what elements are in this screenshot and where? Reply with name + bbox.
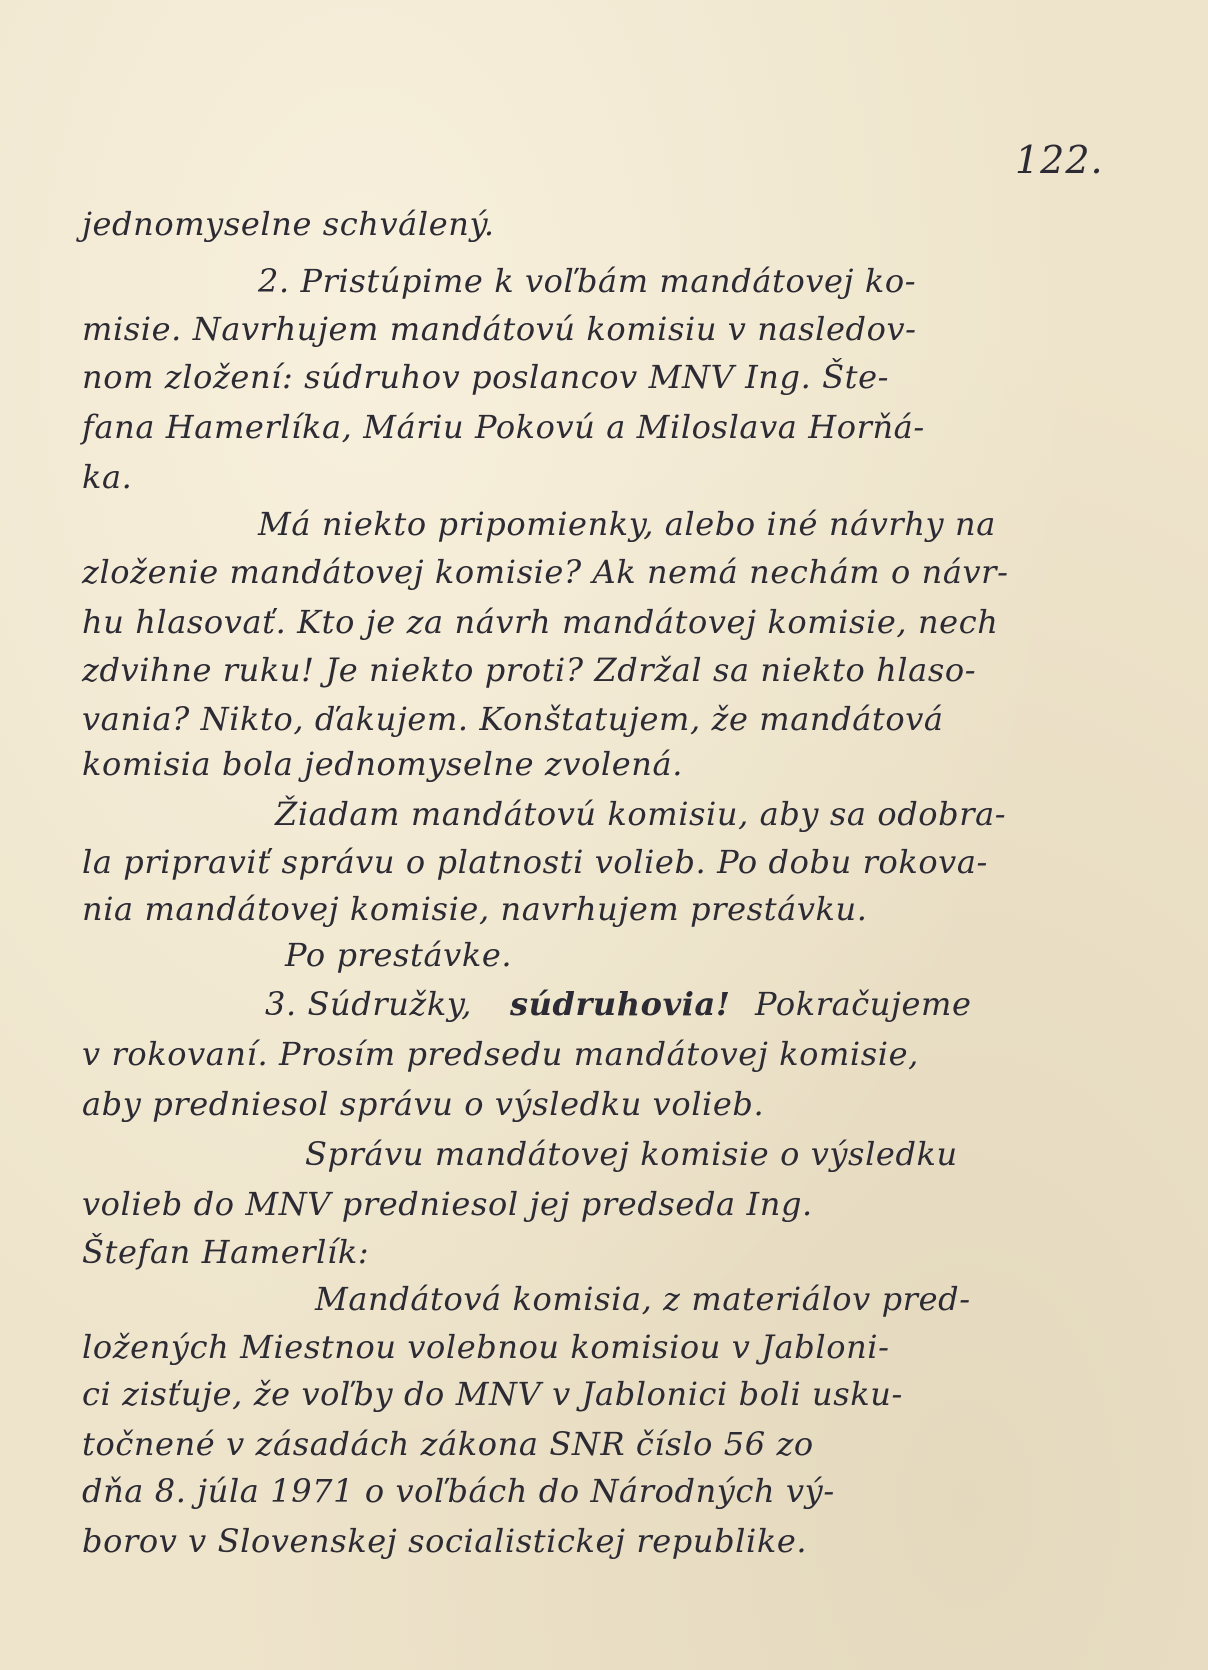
text-line: Správu mandátovej komisie o výsledku [305, 1135, 958, 1173]
text-line: Má niekto pripomienky, alebo iné návrhy na [258, 505, 996, 543]
text-line: ka. [82, 458, 133, 496]
text-line: vania? Nikto, ďakujem. Konštatujem, že mandátová [82, 700, 944, 738]
text-line: zloženie mandátovej komisie? Ak nemá nechám o návr- [82, 553, 1009, 591]
page-number: 122. [1015, 138, 1104, 182]
text-line: la pripraviť správu o platnosti volieb. Po dobu rokova- [82, 843, 988, 881]
text-line: nom zložení: súdruhov poslancov MNV Ing. Šte- [82, 358, 890, 396]
text-line: ci zisťuje, že voľby do MNV v Jablonici boli usku- [82, 1375, 903, 1413]
text-line: Mandátová komisia, z materiálov pred- [315, 1280, 971, 1318]
text-line: komisia bola jednomyselne zvolená. [82, 745, 683, 783]
text-line: nia mandátovej komisie, navrhujem prestávku. [82, 890, 868, 928]
text-line: 2. Pristúpime k voľbám mandátovej ko- [258, 262, 917, 300]
text-line: fana Hamerlíka, Máriu Pokovú a Miloslava Horňá- [82, 408, 925, 446]
text-line: ložených Miestnou volebnou komisiou v Jabloni- [82, 1328, 890, 1366]
text-line: jednomyselne schválený. [82, 205, 495, 243]
text-line: 3. Súdružky, [265, 985, 473, 1023]
text-line: Pokračujeme [755, 985, 972, 1023]
text-line: borov v Slovenskej socialistickej republike. [82, 1522, 808, 1560]
text-line: točnené v zásadách zákona SNR číslo 56 zo [82, 1425, 814, 1463]
text-line-emphasis: súdruhovia! [510, 985, 731, 1023]
text-line: aby predniesol správu o výsledku volieb. [82, 1085, 765, 1123]
text-line: Štefan Hamerlík: [82, 1233, 370, 1271]
text-line: dňa 8. júla 1971 o voľbách do Národných vý- [82, 1472, 835, 1510]
text-line: Žiadam mandátovú komisiu, aby sa odobra- [275, 795, 1007, 833]
text-line: zdvihne ruku! Je niekto proti? Zdržal sa niekto hlaso- [82, 651, 977, 689]
text-line: hu hlasovať. Kto je za návrh mandátovej komisie, nech [82, 603, 999, 641]
text-line: v rokovaní. Prosím predsedu mandátovej komisie, [82, 1035, 919, 1073]
text-line: volieb do MNV predniesol jej predseda Ing. [82, 1185, 813, 1223]
text-line: misie. Navrhujem mandátovú komisiu v nasledov- [82, 310, 917, 348]
text-line: Po prestávke. [285, 936, 513, 974]
